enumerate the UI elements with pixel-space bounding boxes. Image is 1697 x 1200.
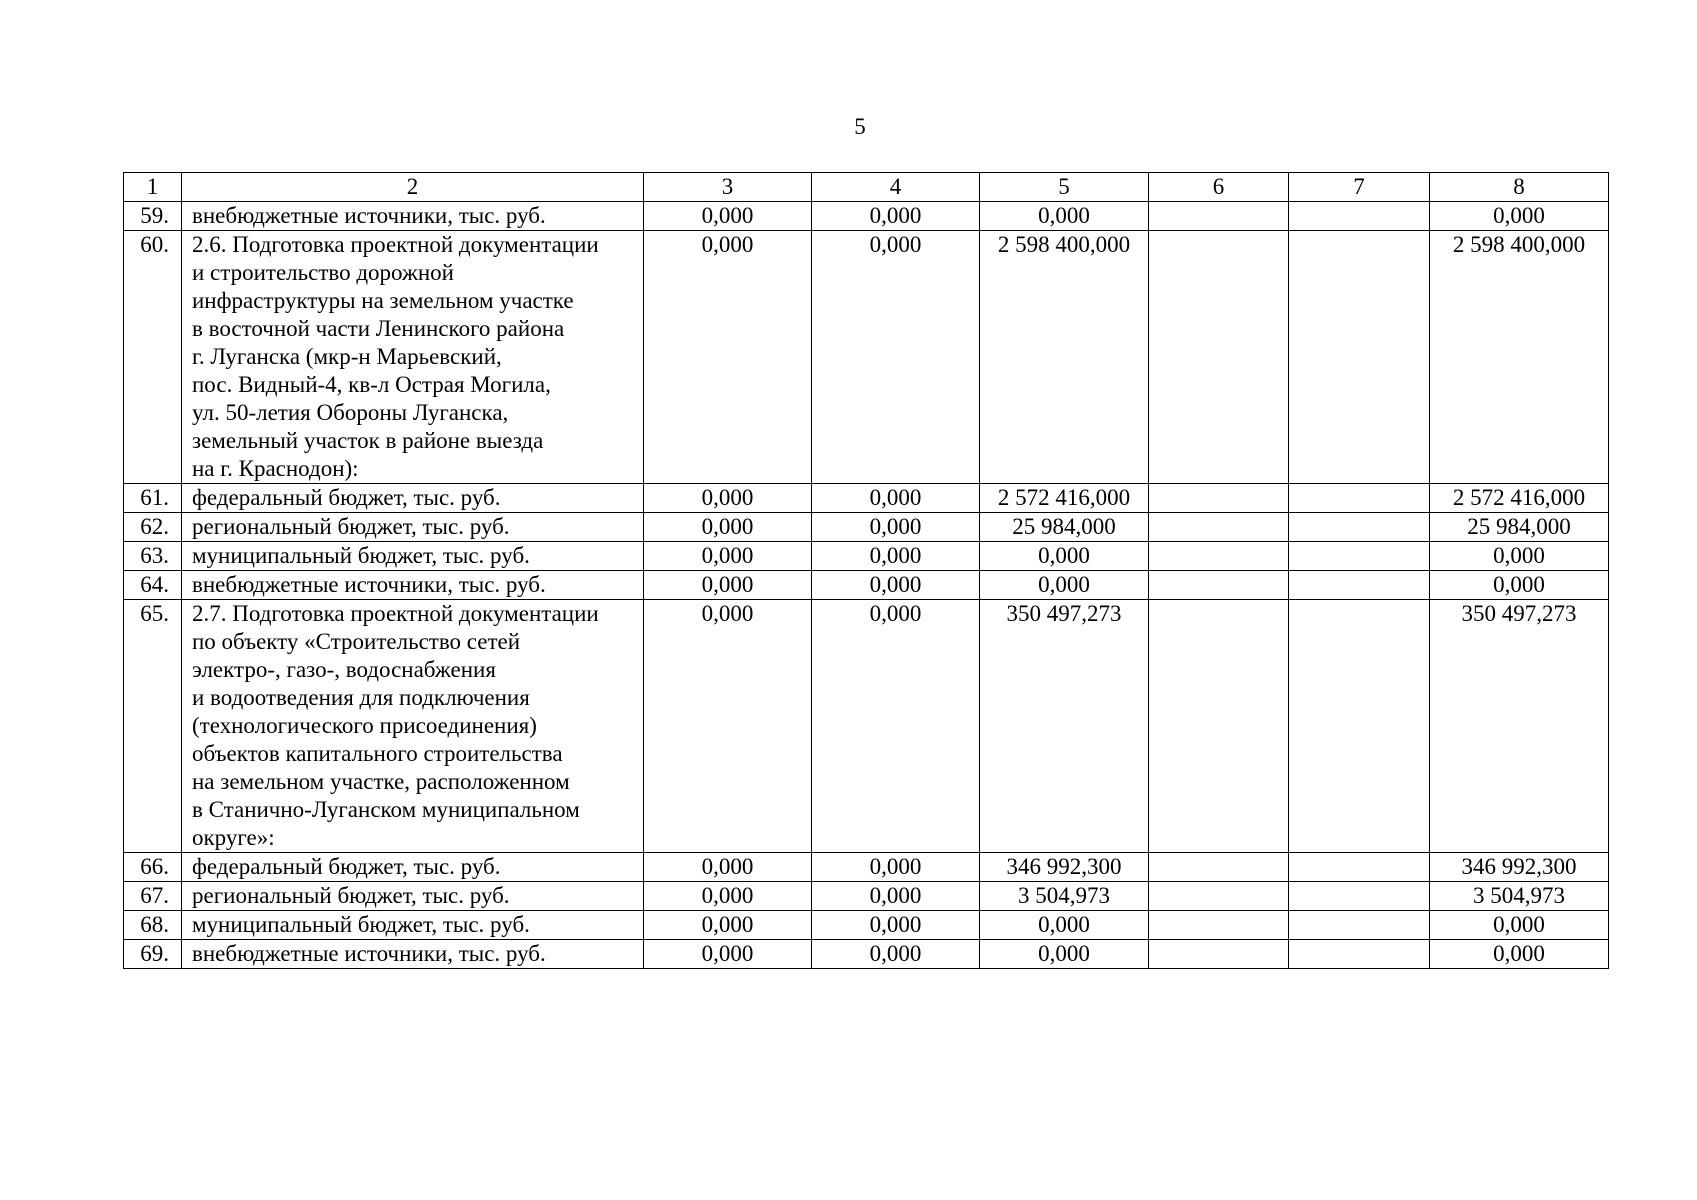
value-cell-c8: 2 572 416,000 [1430, 484, 1609, 513]
value-cell-c8: 0,000 [1430, 571, 1609, 600]
value-cell-c6 [1149, 231, 1289, 484]
table-row [124, 882, 1609, 911]
table-row [124, 571, 1609, 600]
description-line: по объекту «Строительство сетей [192, 629, 521, 654]
value-cell-c7 [1289, 202, 1430, 231]
table-row [124, 513, 1609, 542]
value-cell-c7 [1289, 484, 1430, 513]
value-cell-c6 [1149, 513, 1289, 542]
value-cell-c5: 3 504,973 [980, 882, 1149, 911]
value-cell-c5: 0,000 [980, 911, 1149, 940]
description-line: ул. 50-летия Обороны Луганска, [192, 400, 509, 425]
description-line: и водоотведения для подключения [192, 685, 530, 710]
value-cell-c3: 0,000 [644, 513, 812, 542]
value-cell-c8: 25 984,000 [1430, 513, 1609, 542]
row-number-cell: 60. [124, 231, 182, 484]
row-number-cell: 61. [124, 484, 182, 513]
value-cell-c6 [1149, 940, 1289, 969]
value-cell-c4: 0,000 [812, 484, 980, 513]
value-cell-c7 [1289, 853, 1430, 882]
value-cell-c7 [1289, 911, 1430, 940]
value-cell-c4: 0,000 [812, 571, 980, 600]
description-line: в Станично-Луганском муниципальном [192, 797, 580, 822]
description-line: региональный бюджет, тыс. руб. [192, 514, 510, 539]
row-description-cell [182, 940, 644, 969]
description-line: г. Луганска (мкр-н Марьевский, [192, 344, 502, 369]
value-cell-c3: 0,000 [644, 202, 812, 231]
column-number-cell: 2 [182, 173, 644, 202]
value-cell-c3: 0,000 [644, 882, 812, 911]
description-line: федеральный бюджет, тыс. руб. [192, 485, 501, 510]
row-number-cell: 64. [124, 571, 182, 600]
value-cell-c6 [1149, 484, 1289, 513]
page-number: 5 [854, 114, 866, 139]
value-cell-c3: 0,000 [644, 600, 812, 853]
description-line: на земельном участке, расположенном [192, 769, 570, 794]
row-description-cell [182, 231, 644, 484]
row-description-cell [182, 911, 644, 940]
description-line: инфраструктуры на земельном участке [192, 288, 574, 313]
row-number-cell: 65. [124, 600, 182, 853]
row-number-cell: 67. [124, 882, 182, 911]
value-cell-c8: 0,000 [1430, 940, 1609, 969]
value-cell-c3: 0,000 [644, 571, 812, 600]
description-line: внебюджетные источники, тыс. руб. [192, 572, 546, 597]
table-row [124, 911, 1609, 940]
value-cell-c5: 0,000 [980, 542, 1149, 571]
column-number-cell: 7 [1289, 173, 1430, 202]
value-cell-c8: 350 497,273 [1430, 600, 1609, 853]
value-cell-c7 [1289, 940, 1430, 969]
row-number-cell: 66. [124, 853, 182, 882]
table-row [124, 542, 1609, 571]
value-cell-c8: 346 992,300 [1430, 853, 1609, 882]
value-cell-c5: 2 598 400,000 [980, 231, 1149, 484]
table-row [124, 484, 1609, 513]
column-number-cell: 4 [812, 173, 980, 202]
value-cell-c3: 0,000 [644, 484, 812, 513]
row-description-cell [182, 882, 644, 911]
budget-table [123, 172, 1609, 969]
column-number-cell: 5 [980, 173, 1149, 202]
description-line: региональный бюджет, тыс. руб. [192, 883, 510, 908]
value-cell-c3: 0,000 [644, 940, 812, 969]
value-cell-c4: 0,000 [812, 513, 980, 542]
table-row [124, 202, 1609, 231]
table-body [124, 173, 1609, 969]
row-description-cell [182, 202, 644, 231]
table-row [124, 231, 1609, 484]
value-cell-c7 [1289, 882, 1430, 911]
value-cell-c4: 0,000 [812, 882, 980, 911]
value-cell-c5: 0,000 [980, 571, 1149, 600]
value-cell-c8: 0,000 [1430, 202, 1609, 231]
table-row [124, 600, 1609, 853]
value-cell-c8: 3 504,973 [1430, 882, 1609, 911]
value-cell-c4: 0,000 [812, 940, 980, 969]
value-cell-c7 [1289, 571, 1430, 600]
value-cell-c3: 0,000 [644, 231, 812, 484]
row-description-cell [182, 542, 644, 571]
column-number-cell: 1 [124, 173, 182, 202]
value-cell-c6 [1149, 542, 1289, 571]
value-cell-c4: 0,000 [812, 542, 980, 571]
description-line: внебюджетные источники, тыс. руб. [192, 941, 546, 966]
value-cell-c4: 0,000 [812, 853, 980, 882]
description-line: внебюджетные источники, тыс. руб. [192, 203, 546, 228]
value-cell-c6 [1149, 571, 1289, 600]
row-description-cell [182, 571, 644, 600]
description-line: пос. Видный-4, кв-л Острая Могила, [192, 372, 551, 397]
value-cell-c7 [1289, 600, 1430, 853]
table-row [124, 853, 1609, 882]
value-cell-c5: 2 572 416,000 [980, 484, 1149, 513]
description-line: федеральный бюджет, тыс. руб. [192, 854, 501, 879]
description-line: 2.7. Подготовка проектной документации [192, 601, 599, 626]
description-line: земельный участок в районе выезда [192, 428, 544, 453]
value-cell-c4: 0,000 [812, 231, 980, 484]
value-cell-c3: 0,000 [644, 853, 812, 882]
value-cell-c6 [1149, 911, 1289, 940]
row-number-cell: 69. [124, 940, 182, 969]
description-line: муниципальный бюджет, тыс. руб. [192, 912, 530, 937]
row-description-cell [182, 484, 644, 513]
value-cell-c7 [1289, 231, 1430, 484]
value-cell-c4: 0,000 [812, 911, 980, 940]
column-number-cell: 6 [1149, 173, 1289, 202]
description-line: объектов капитального строительства [192, 741, 563, 766]
value-cell-c6 [1149, 202, 1289, 231]
value-cell-c6 [1149, 853, 1289, 882]
row-number-cell: 59. [124, 202, 182, 231]
value-cell-c3: 0,000 [644, 911, 812, 940]
description-line: в восточной части Ленинского района [192, 316, 565, 341]
description-line: электро-, газо-, водоснабжения [192, 657, 496, 682]
value-cell-c7 [1289, 542, 1430, 571]
value-cell-c4: 0,000 [812, 600, 980, 853]
value-cell-c8: 2 598 400,000 [1430, 231, 1609, 484]
table-row [124, 940, 1609, 969]
description-line: (технологического присоединения) [192, 713, 537, 738]
row-description-cell [182, 600, 644, 853]
value-cell-c5: 25 984,000 [980, 513, 1149, 542]
value-cell-c5: 346 992,300 [980, 853, 1149, 882]
row-number-cell: 62. [124, 513, 182, 542]
description-line: на г. Краснодон): [192, 456, 359, 481]
row-number-cell: 68. [124, 911, 182, 940]
value-cell-c8: 0,000 [1430, 911, 1609, 940]
value-cell-c5: 0,000 [980, 940, 1149, 969]
row-number-cell: 63. [124, 542, 182, 571]
value-cell-c3: 0,000 [644, 542, 812, 571]
value-cell-c7 [1289, 513, 1430, 542]
value-cell-c5: 0,000 [980, 202, 1149, 231]
column-number-cell: 3 [644, 173, 812, 202]
value-cell-c4: 0,000 [812, 202, 980, 231]
description-line: и строительство дорожной [192, 260, 454, 285]
description-line: муниципальный бюджет, тыс. руб. [192, 543, 530, 568]
description-line: 2.6. Подготовка проектной документации [192, 232, 599, 257]
column-number-row [124, 173, 1609, 202]
value-cell-c6 [1149, 600, 1289, 853]
value-cell-c6 [1149, 882, 1289, 911]
value-cell-c8: 0,000 [1430, 542, 1609, 571]
value-cell-c5: 350 497,273 [980, 600, 1149, 853]
column-number-cell: 8 [1430, 173, 1609, 202]
row-description-cell [182, 513, 644, 542]
description-line: округе»: [192, 825, 275, 850]
row-description-cell [182, 853, 644, 882]
